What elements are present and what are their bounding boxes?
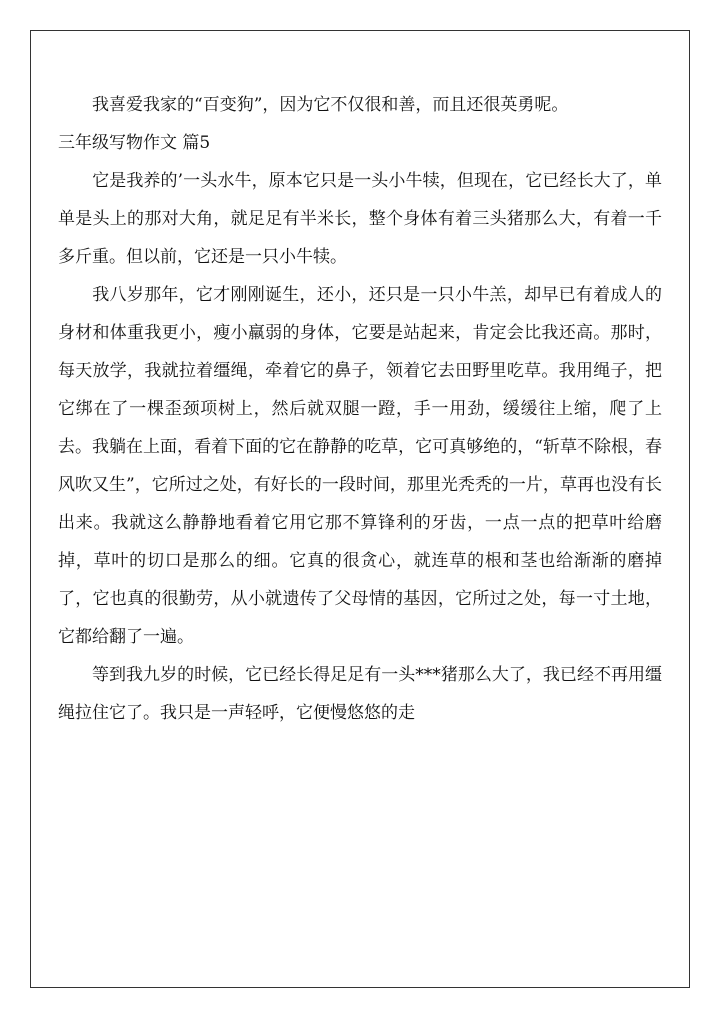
paragraph-text: 等到我九岁的时候，它已经长得足足有一头***猪那么大了，我已经不再用缰绳拉住它了。我只是一声轻呼，它便慢悠悠的走	[58, 665, 662, 723]
paragraph-text: 我八岁那年，它才刚刚诞生，还小，还只是一只小牛羔，却早已有着成人的身材和体重我更小，瘦小羸弱的身体，它要是站起来，肯定会比我还高。那时，每天放学，我就拉着缰绳，牵着它的鼻子，领着它去田野里吃草。我用绳子，把它绑在了一棵歪颈项树上，然后就双腿一蹬，手一用劲，缓缓往上缩，爬了上去。我躺在上面，看着下面的它在静静的吃草，它可真够绝的，“斩草不除根，春风吹又生”，它所过之处，有好长的一段时间，那里光秃秃的一片，草再也没有长出来。我就这么静静地看着它用它那不算锋利的牙齿，一点一点的把草叶给磨掉，草叶的切口是那么的细。它真的很贪心，就连草的根和茎也给渐渐的磨掉了，它也真的很勤劳，从小就遗传了父母情的基因，它所过之处，每一寸土地，它都给翻了一遍。	[58, 285, 662, 647]
paragraph-text: 我喜爱我家的“百变狗”，因为它不仅很和善，而且还很英勇呢。	[92, 95, 569, 115]
paragraph	[58, 656, 662, 732]
heading-text: 三年级写物作文 篇5	[58, 133, 211, 153]
section-heading	[58, 124, 662, 162]
paragraph	[58, 162, 662, 276]
paragraph-text: 它是我养的’一头水牛，原本它只是一头小牛犊，但现在，它已经长大了，单单是头上的那对大角，就足足有半米长，整个身体有着三头猪那么大，有着一千多斤重。但以前，它还是一只小牛犊。	[58, 171, 662, 267]
paragraph	[58, 276, 662, 656]
paragraph	[58, 86, 662, 124]
document-body	[58, 86, 662, 732]
